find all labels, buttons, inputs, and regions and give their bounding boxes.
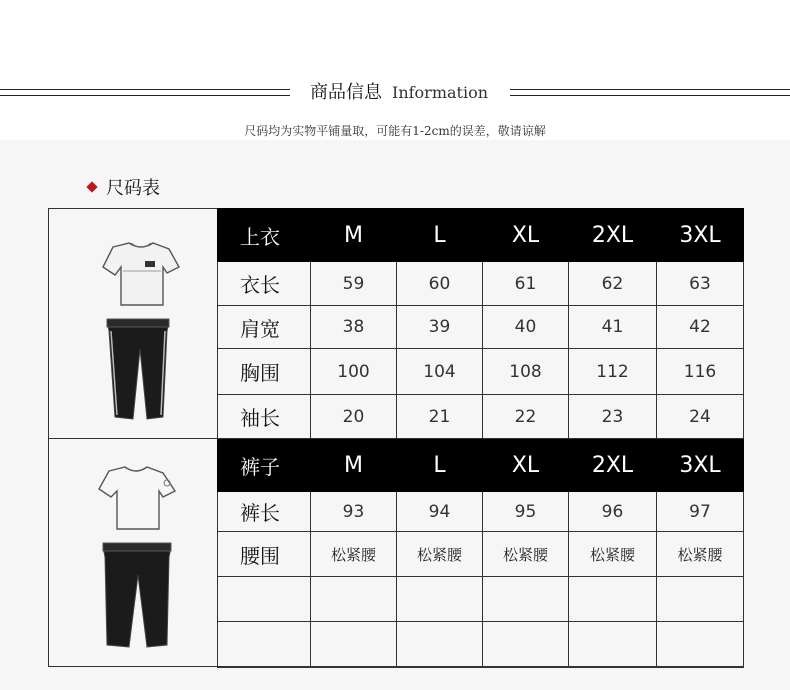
cell-value: 97 <box>657 492 744 532</box>
table-row <box>218 306 744 349</box>
pants-sketch-icon-2 <box>103 543 171 647</box>
table-row <box>218 492 744 532</box>
row-label: 肩宽 <box>218 306 311 349</box>
header-size: M <box>311 439 397 492</box>
cell-value: 60 <box>397 262 483 306</box>
cell-value <box>311 577 397 622</box>
row-label <box>218 577 311 622</box>
cell-value: 松紧腰 <box>569 532 657 577</box>
product-sketch-column <box>48 208 218 667</box>
table-row <box>218 395 744 439</box>
header-size: 3XL <box>657 209 744 262</box>
cell-value <box>397 622 483 668</box>
cell-value: 22 <box>483 395 569 439</box>
heading-title-en: Information <box>392 83 489 102</box>
row-label: 腰围 <box>218 532 311 577</box>
cell-value: 松紧腰 <box>311 532 397 577</box>
header-size: 2XL <box>569 439 657 492</box>
pants-sketch-icon <box>107 319 169 419</box>
table-row <box>218 532 744 577</box>
outfit-sketch-bottom <box>49 439 217 666</box>
cell-value: 21 <box>397 395 483 439</box>
cell-value: 93 <box>311 492 397 532</box>
cell-value: 40 <box>483 306 569 349</box>
cell-value <box>657 577 744 622</box>
cell-value <box>657 622 744 668</box>
header-size: XL <box>483 439 569 492</box>
heading-title-zh: 商品信息 <box>310 82 382 103</box>
cell-value <box>397 577 483 622</box>
table-row-empty <box>218 622 744 668</box>
cell-value <box>569 577 657 622</box>
heading-rule-right <box>510 89 790 96</box>
table-row <box>218 349 744 395</box>
cell-value: 59 <box>311 262 397 306</box>
table-row-empty <box>218 577 744 622</box>
cell-value: 94 <box>397 492 483 532</box>
measurement-note: 尺码均为实物平铺量取，可能有1-2cm的误差，敬请谅解 <box>244 124 546 138</box>
cell-value: 95 <box>483 492 569 532</box>
header-size: 3XL <box>657 439 744 492</box>
tshirt-sketch-icon-2 <box>99 467 175 529</box>
cell-value: 96 <box>569 492 657 532</box>
tshirt-sketch-icon <box>103 243 179 305</box>
header-size: XL <box>483 209 569 262</box>
section-heading <box>0 78 790 108</box>
cell-value: 116 <box>657 349 744 395</box>
table-header-top <box>218 209 744 262</box>
heading-rule-left <box>0 89 290 96</box>
header-category: 裤子 <box>218 439 311 492</box>
size-table <box>217 208 744 668</box>
cell-value: 23 <box>569 395 657 439</box>
header-size: L <box>397 439 483 492</box>
cell-value: 100 <box>311 349 397 395</box>
header-size: M <box>311 209 397 262</box>
cell-value: 108 <box>483 349 569 395</box>
table-header-bottom <box>218 439 744 492</box>
cell-value: 松紧腰 <box>483 532 569 577</box>
cell-value: 104 <box>397 349 483 395</box>
diamond-bullet-icon <box>86 181 97 192</box>
header-category: 上衣 <box>218 209 311 262</box>
cell-value <box>483 622 569 668</box>
cell-value <box>569 622 657 668</box>
cell-value: 39 <box>397 306 483 349</box>
header-size: L <box>397 209 483 262</box>
cell-value: 20 <box>311 395 397 439</box>
cell-value: 61 <box>483 262 569 306</box>
row-label: 裤长 <box>218 492 311 532</box>
cell-value <box>311 622 397 668</box>
size-chart-title <box>88 174 160 200</box>
cell-value: 62 <box>569 262 657 306</box>
cell-value: 24 <box>657 395 744 439</box>
row-label: 胸围 <box>218 349 311 395</box>
row-label: 衣长 <box>218 262 311 306</box>
header-size: 2XL <box>569 209 657 262</box>
row-label: 袖长 <box>218 395 311 439</box>
size-chart-title-text: 尺码表 <box>106 178 160 199</box>
cell-value: 63 <box>657 262 744 306</box>
table-row <box>218 262 744 306</box>
cell-value: 松紧腰 <box>657 532 744 577</box>
cell-value: 112 <box>569 349 657 395</box>
cell-value: 38 <box>311 306 397 349</box>
outfit-sketch-top <box>49 209 217 439</box>
heading-title <box>310 78 488 104</box>
row-label <box>218 622 311 668</box>
cell-value: 松紧腰 <box>397 532 483 577</box>
cell-value: 41 <box>569 306 657 349</box>
cell-value <box>483 577 569 622</box>
cell-value: 42 <box>657 306 744 349</box>
